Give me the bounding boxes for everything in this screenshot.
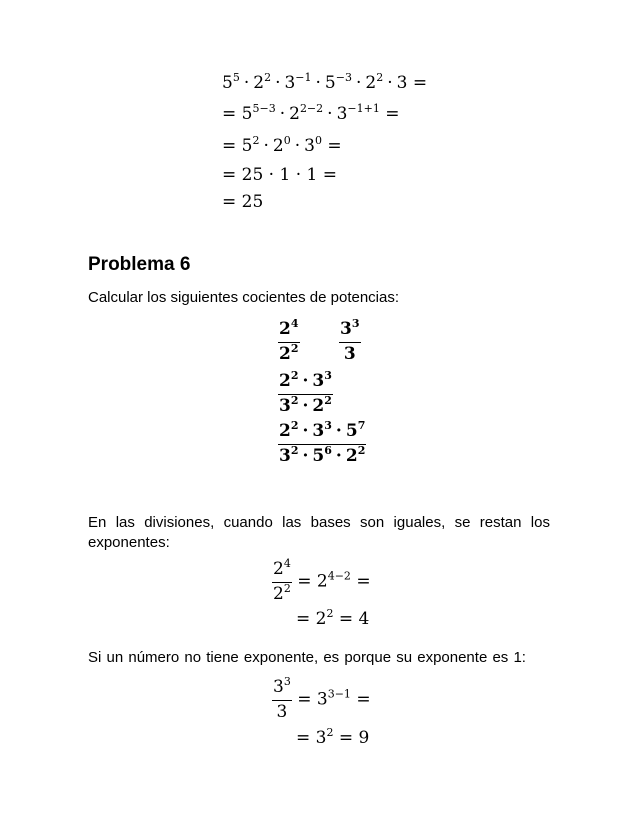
- problem-heading: Problema 6: [88, 254, 191, 275]
- eq1-line2: = $5^{5-3} \cdot 2^{2-2} \cdot 3^{-1+1}$ =: [222, 102, 400, 124]
- eq1-line1: $5^5 \cdot 2^2 \cdot 3^{-1} \cdot 5^{-3} \cdot 2^2 \cdot 3$ =: [222, 71, 428, 93]
- intro-text: Calcular los siguientes cocientes de potencias:: [88, 289, 400, 306]
- solution1-line2: = $2^2 = 4$: [296, 607, 370, 629]
- paragraph-implicit-exponent: Si un número no tiene exponente, es porque su exponente es 1:: [88, 649, 526, 666]
- paragraph-equal-bases: En las divisiones, cuando las bases son iguales, se restan los exponentes:: [88, 514, 550, 551]
- solution1-line1: $\frac{2^4}{2^2}$ = $2^{4-2}$ =: [273, 557, 371, 604]
- solution2-line1: $\frac{3^3}{3}$ = $3^{3-1}$ =: [273, 675, 371, 722]
- quotient-c: $\frac{2^2 \cdot 3^3}{3^2 \cdot 2^2}$: [279, 369, 332, 416]
- eq1-line3: = $5^2 \cdot 2^0 \cdot 3^0$ =: [222, 134, 342, 156]
- solution2-line2: = $3^2 = 9$: [296, 726, 370, 748]
- quotient-a: $\frac{2^4}{2^2}$: [279, 317, 299, 364]
- eq1-line4: = 25 · 1 · 1 =: [222, 165, 337, 185]
- eq1-line5: = 25: [222, 192, 264, 212]
- quotient-d: $\frac{2^2 \cdot 3^3 \cdot 5^7}{3^2 \cdot 5^6 \cdot 2^2}$: [279, 419, 366, 466]
- quotient-b: $\frac{3^3}{3}$: [340, 317, 360, 364]
